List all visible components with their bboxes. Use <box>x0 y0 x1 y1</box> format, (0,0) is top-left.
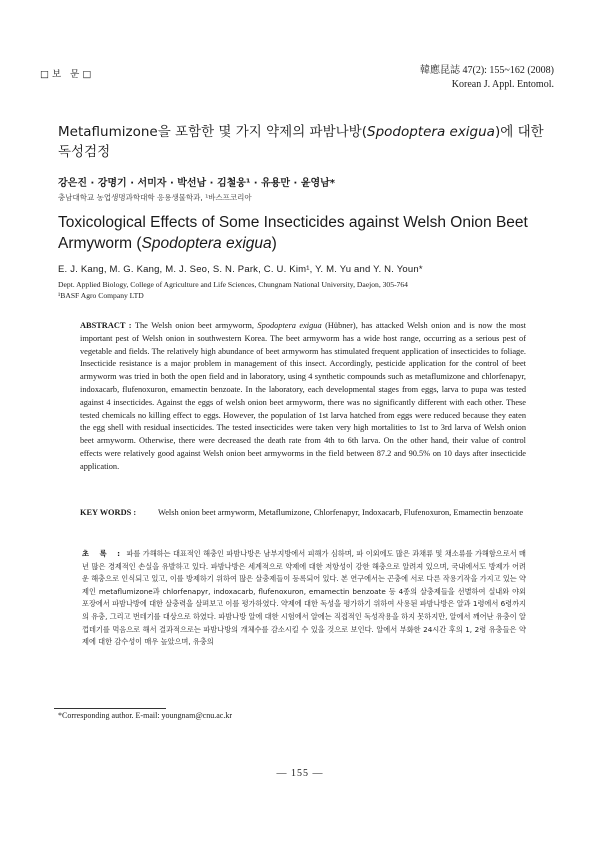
title-korean-suffix: )에 대한 독성검정 <box>58 124 544 160</box>
keywords-text: Welsh onion beet armyworm, Metaflumizone, Chlorfenapyr, Indoxacarb, Flufenoxuron, Emamectin benzoate <box>158 508 524 517</box>
abstract-text-part2: (Hübner), has attacked Welsh onion and is now the most important pest of Welsh onion in southwestern Korea. The beet armyworm has a wide host range, occurring as a serious pest of vegetable and fields. The relatively high abundance of beet armyworm has stimulated frequent application of insecticides to foliage. Insecticide resistance is a major problem in management of this insect. Accordingly, pesticide application for the control of beet armyworm was tried in both the open field and in laboratory, using 4 synthetic compounds such as metaflumizone and chlorfenapyr, indoxacarb, flufenoxuron, emamectin benzoate. In the laboratory, each developmental stages from eggs, larva to pupa was tested against 4 insecticides. Against the eggs of welsh onion beet armyworm, there was no significantly different with each other. These tested chemicals no killing effect to eggs. However, the population of 1st larva hatched from eggs were reduced because they eaten the egg shell with residual insecticides. The tested insecticides were taken very high mortalities to 1st to 3rd larva of Welsh onion beet armyworm. Otherwise, there were decreased the death rate from 4th to 6th larva. On the other hand, their value of control effects were relatively good against Welsh onion beet armyworms in the field between 87.2 and 90.5% on 10 days after insecticide application. <box>80 321 526 471</box>
title-english <box>58 212 558 254</box>
abstract-text-part1: The Welsh onion beet armyworm, <box>134 321 258 330</box>
affiliation-english-line2: ¹BASF Agro Company LTD <box>58 290 144 300</box>
corresponding-author-footnote: *Corresponding author. E-mail: youngnam@cnu.ac.kr <box>58 711 232 720</box>
journal-citation-ko: 韓應昆誌 47(2): 155~162 (2008) <box>419 65 554 76</box>
affiliation-english <box>58 280 558 301</box>
abstract-label: ABSTRACT : <box>80 321 132 330</box>
title-english-species: Spodoptera exigua <box>141 235 272 252</box>
title-korean <box>58 122 548 162</box>
abstract-korean <box>82 548 526 649</box>
affiliation-english-line1: Dept. Applied Biology, College of Agriculture and Life Sciences, Chungnam National University, Daejon, 305-764 <box>58 280 408 289</box>
title-english-suffix: ) <box>271 235 277 252</box>
keywords-label: KEY WORDS : <box>80 508 137 517</box>
title-english-prefix: Toxicological Effects of Some Insecticides against Welsh Onion Beet Armyworm ( <box>58 214 528 252</box>
title-korean-prefix: Metaflumizone을 포함한 몇 가지 약제의 파밤나방( <box>58 124 367 140</box>
journal-header <box>420 64 554 92</box>
journal-name-en: Korean J. Appl. Entomol. <box>451 79 554 90</box>
abstract-korean-label: 초 록 : <box>82 549 125 558</box>
authors-english: E. J. Kang, M. G. Kang, M. J. Seo, S. N. Park, C. U. Kim¹, Y. M. Yu and Y. N. Youn* <box>58 264 423 275</box>
section-label: □보 문□ <box>40 69 95 80</box>
footnote-divider <box>54 708 166 709</box>
authors-korean: 강은진 · 강명기 · 서미자 · 박선남 · 김철웅¹ · 유용만 · 윤영남* <box>58 178 336 189</box>
page-number: — 155 — <box>276 768 324 779</box>
abstract-korean-text: 파를 가해하는 대표적인 해충인 파밤나방은 남부지방에서 피해가 심하며, 파 이외에도 많은 과채류 및 채소류를 가해함으로서 매년 많은 경제적인 손실을 유발하고 있다. 파밤나방은 세계적으로 약제에 대한 저항성이 강한 해충으로 알려져 있으며, 국내에서도 방제가 어려운 해충으로 인식되고 있고, 이를 방제하기 위하여 많은 살충제들이 등록되어 있다. 본 연구에서는 곤충에 서로 다른 작용기작을 가지고 있는 약제인 metaflumizone과 chlorfenapyr, indoxacarb, flufenoxuron, emamectin benzoate 등 4종의 살충제들을 선별하여 실내와 야외 포장에서 파밤나방에 대한 살충력을 살펴보고 이를 평가하였다. 약제에 대한 독성을 평가하기 위하여 사용된 파밤나방은 알과 1령에서 6령까지의 유충, 그리고 번데기를 대상으로 하였다. 파밤나방 알에 대한 시험에서 알에는 직접적인 독성작용을 하지 못하지만, 알에서 깨어난 유충이 알껍데기를 먹음으로 해서 결과적으로는 파밤나방의 개체수를 감소시킬 수 있을 것으로 보인다. 알에서 부화한 24시간 후의 1, 2령 유충들은 약제에 대한 감수성이 매우 높았으며, 유충의 <box>82 549 526 647</box>
affiliation-korean: 충남대학교 농업생명과학대학 응용생물학과, ¹바스프코리아 <box>58 193 252 202</box>
abstract-species: Spodoptera exigua <box>257 321 322 330</box>
abstract-english <box>80 320 526 474</box>
title-korean-species: Spodoptera exigua <box>367 124 495 140</box>
